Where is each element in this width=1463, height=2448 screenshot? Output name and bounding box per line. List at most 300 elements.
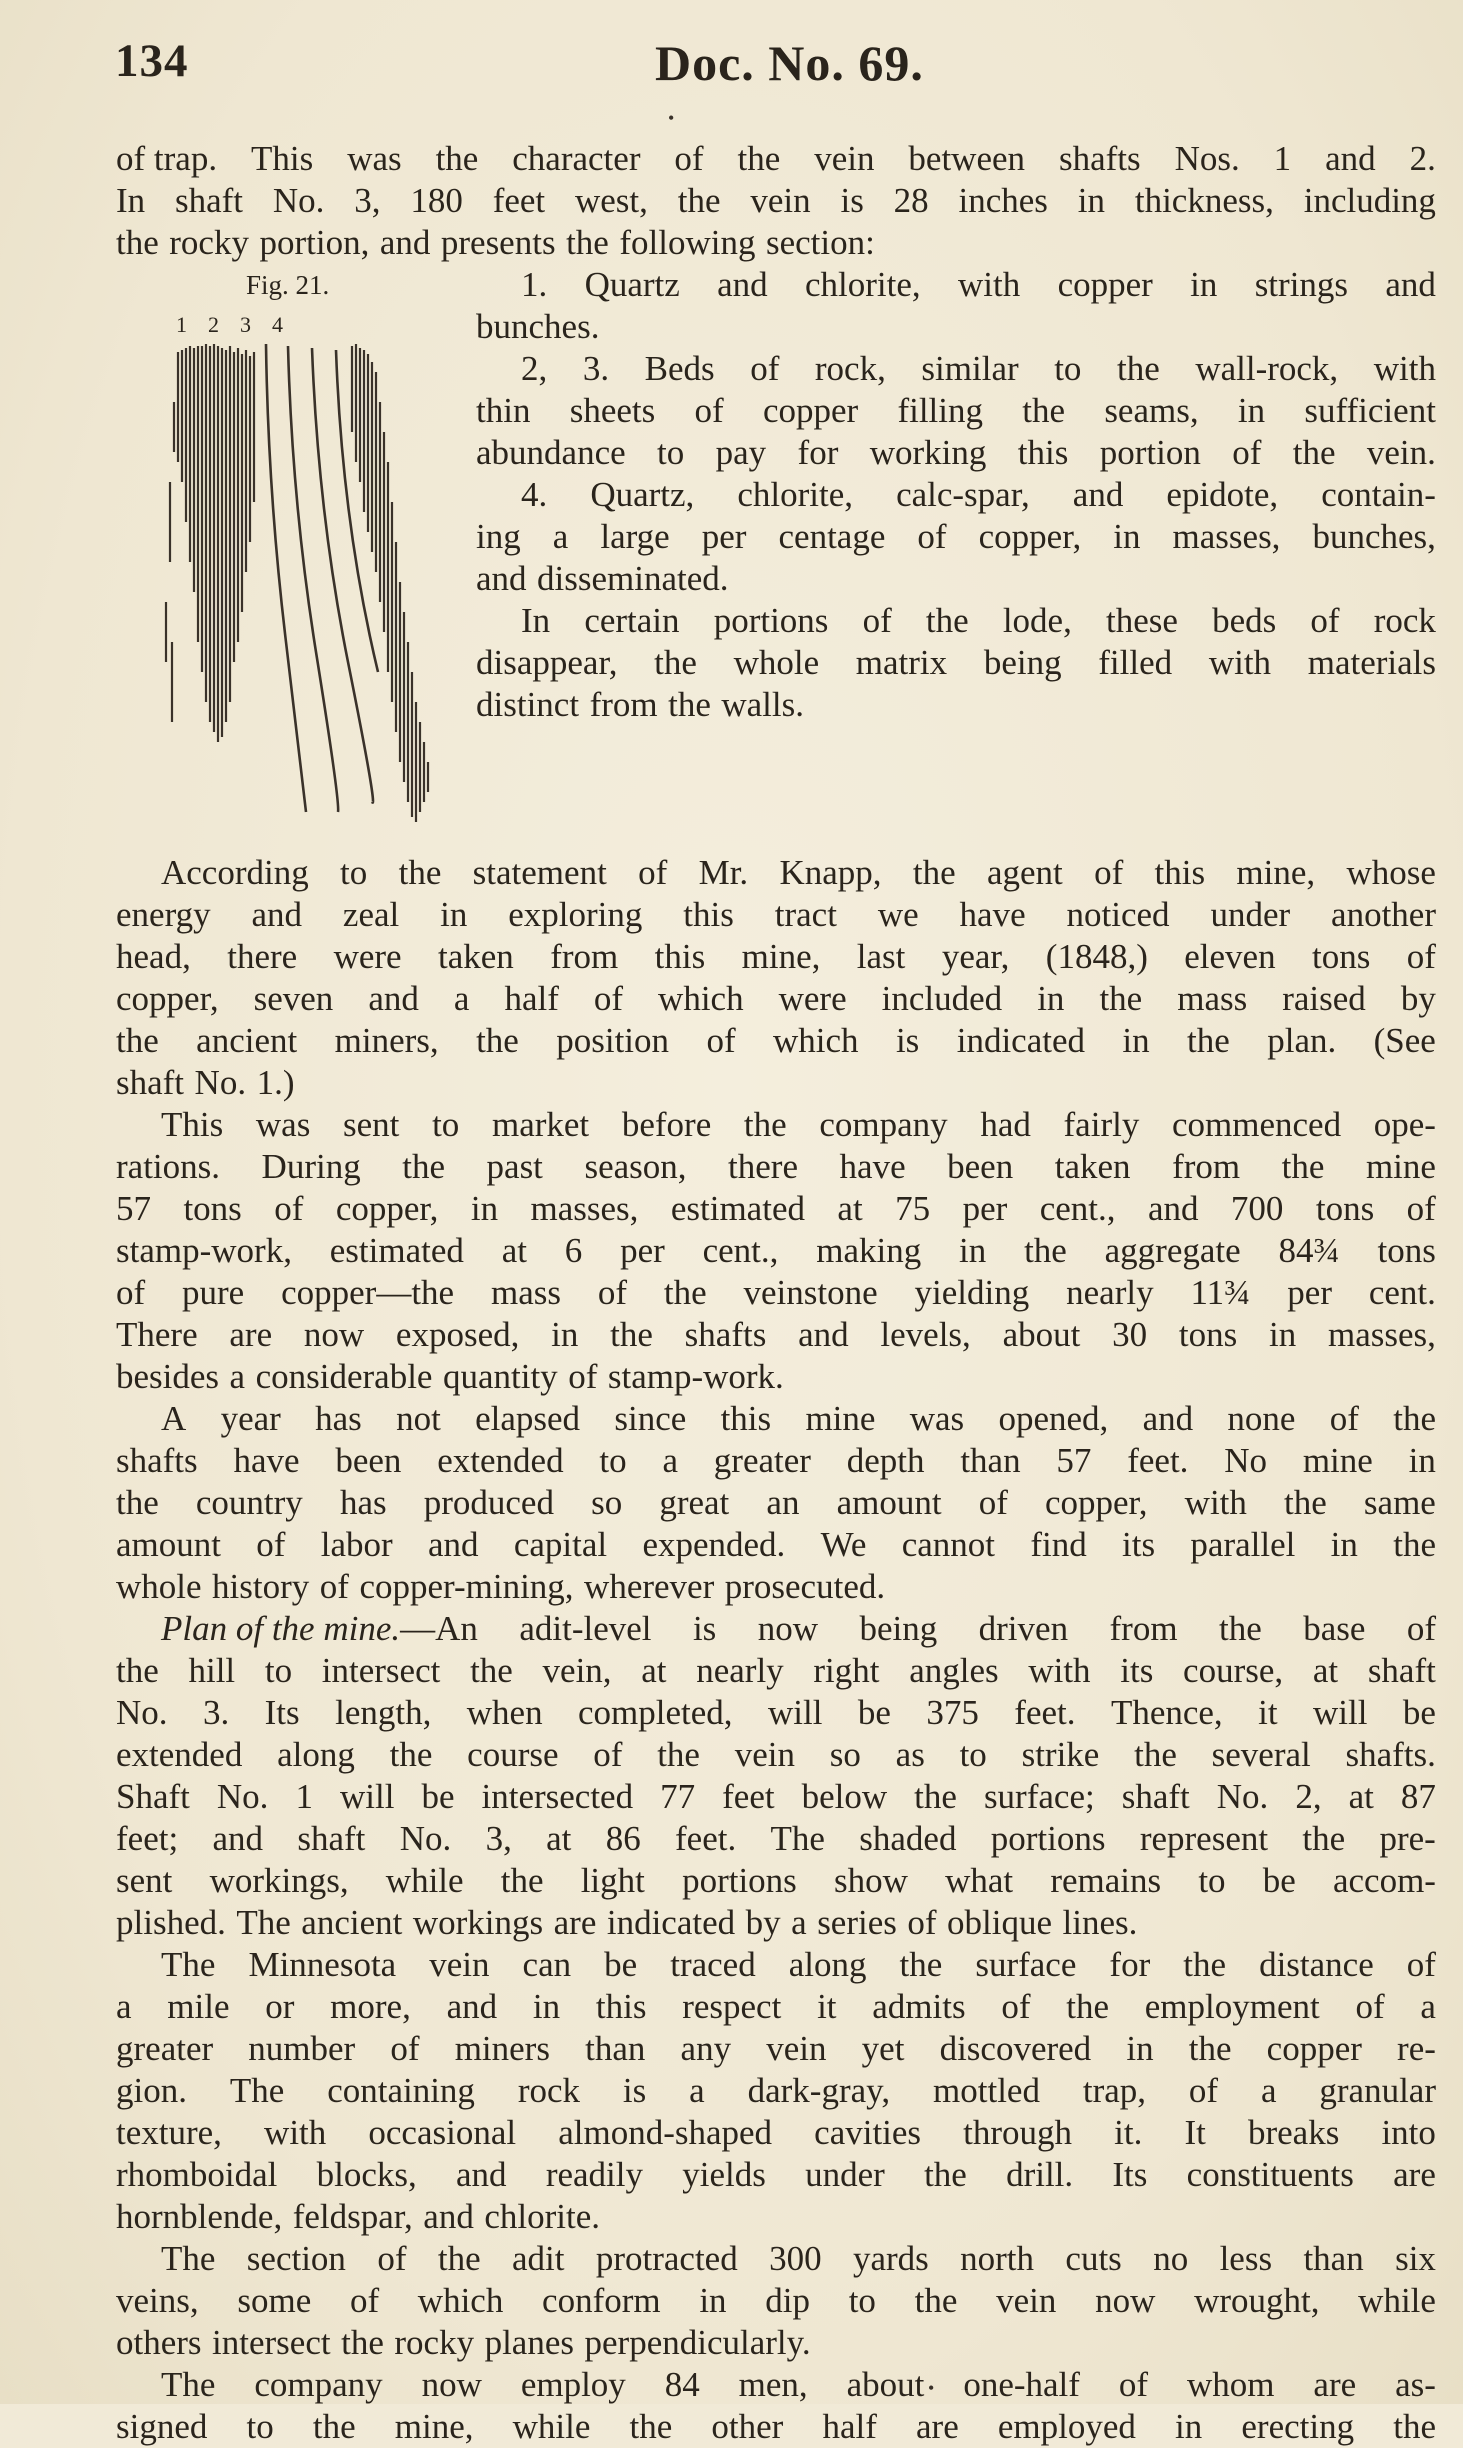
word: been bbox=[335, 1441, 402, 1480]
text-line bbox=[116, 1650, 1436, 1692]
word: copper, bbox=[335, 1189, 439, 1228]
word: vein bbox=[814, 139, 875, 178]
word: the bbox=[470, 1651, 513, 1690]
word: shaft bbox=[1367, 1651, 1436, 1690]
word: whole bbox=[116, 1567, 202, 1606]
word: in bbox=[699, 2281, 727, 2320]
text-line bbox=[476, 264, 1436, 306]
word: of bbox=[116, 1273, 146, 1312]
word: the bbox=[663, 1273, 707, 1312]
word: along bbox=[277, 1735, 355, 1774]
figure-21 bbox=[116, 264, 476, 852]
word: the bbox=[116, 1651, 159, 1690]
word: (1848,) bbox=[1045, 937, 1148, 976]
word: the bbox=[566, 223, 609, 262]
word: per bbox=[1287, 1273, 1332, 1312]
left-wall-hatching bbox=[166, 344, 254, 742]
word: We bbox=[820, 1525, 867, 1564]
word: vein bbox=[429, 1945, 490, 1984]
word: 1 bbox=[1273, 139, 1292, 178]
word: 3. bbox=[582, 349, 610, 388]
word: mass bbox=[1177, 979, 1248, 1018]
word: other bbox=[711, 2407, 784, 2446]
word: the bbox=[116, 1021, 159, 1060]
word: in bbox=[440, 895, 468, 934]
word: conform bbox=[542, 2281, 661, 2320]
word: with bbox=[1208, 643, 1272, 682]
word: below bbox=[801, 1777, 888, 1816]
word: the bbox=[610, 1315, 653, 1354]
word: There bbox=[116, 1315, 198, 1354]
word: pay bbox=[715, 433, 767, 472]
word: presents bbox=[440, 223, 556, 262]
word: rock bbox=[1373, 601, 1436, 640]
word: a bbox=[552, 517, 569, 556]
word: re- bbox=[1397, 2029, 1436, 2068]
word: The bbox=[161, 1945, 216, 1984]
word: the bbox=[1187, 1021, 1230, 1060]
word: of bbox=[377, 2239, 407, 2278]
word: which bbox=[417, 2281, 504, 2320]
word: in bbox=[532, 1987, 561, 2026]
word: the bbox=[925, 601, 969, 640]
text-line bbox=[116, 1440, 1436, 1482]
word: an bbox=[766, 1483, 800, 1522]
word: are bbox=[229, 1315, 273, 1354]
word: rhomboidal bbox=[116, 2155, 278, 2194]
word: 57 bbox=[116, 1189, 151, 1228]
body-text bbox=[116, 138, 1436, 2448]
word: men, bbox=[738, 2365, 808, 2404]
word: plan. bbox=[1267, 1021, 1337, 1060]
text-line bbox=[116, 1104, 1436, 1146]
word: and bbox=[1385, 265, 1436, 304]
word: estimated bbox=[670, 1189, 805, 1228]
text-line bbox=[116, 1944, 1436, 1986]
word: rations. bbox=[116, 1147, 221, 1186]
word: has bbox=[315, 1399, 362, 1438]
word: drill. bbox=[1006, 2155, 1074, 2194]
word: agent bbox=[986, 853, 1063, 892]
word: making bbox=[816, 1231, 922, 1270]
word: exploring bbox=[508, 895, 643, 934]
word: Minnesota bbox=[248, 1945, 397, 1984]
word: of bbox=[706, 1021, 736, 1060]
word: 1.) bbox=[256, 1063, 295, 1102]
word: which bbox=[773, 1021, 859, 1060]
figure-caption-text bbox=[476, 264, 1436, 852]
word: included bbox=[881, 979, 1003, 1018]
word: the bbox=[677, 181, 721, 220]
word: was bbox=[909, 1399, 965, 1438]
word: and bbox=[1072, 475, 1124, 514]
word: surface; bbox=[983, 1777, 1095, 1816]
word: feldspar, bbox=[292, 2197, 413, 2236]
word: with bbox=[1373, 349, 1436, 388]
word: have bbox=[959, 895, 1026, 934]
word: levels, bbox=[880, 1315, 971, 1354]
text-line bbox=[476, 306, 1436, 348]
word: under bbox=[1210, 895, 1291, 934]
word: feet. bbox=[1127, 1441, 1189, 1480]
word: since bbox=[614, 1399, 687, 1438]
word: shaft bbox=[297, 1819, 366, 1858]
word: the bbox=[116, 223, 159, 262]
word: than bbox=[585, 2029, 646, 2068]
word: shafts bbox=[116, 1441, 198, 1480]
word: masses, bbox=[1172, 517, 1281, 556]
word: pre- bbox=[1379, 1819, 1436, 1858]
word: a bbox=[453, 979, 470, 1018]
word: portion bbox=[1099, 433, 1201, 472]
word: copper, bbox=[116, 979, 219, 1018]
text-line bbox=[116, 1020, 1436, 1062]
word: from bbox=[589, 685, 658, 724]
word: half bbox=[822, 2407, 877, 2446]
word: its bbox=[1122, 1525, 1156, 1564]
word: the bbox=[1281, 1147, 1325, 1186]
word: it bbox=[817, 1987, 837, 2026]
word: year bbox=[220, 1399, 281, 1438]
word: signed bbox=[116, 2407, 208, 2446]
word: the bbox=[1393, 2407, 1436, 2446]
word: per bbox=[620, 1231, 665, 1270]
word: and bbox=[1142, 1399, 1194, 1438]
word: past bbox=[486, 1147, 543, 1186]
word: nearly bbox=[696, 1651, 784, 1690]
word: copper-mining, bbox=[359, 1567, 574, 1606]
word: shafts. bbox=[1345, 1735, 1436, 1774]
word: exposed, bbox=[395, 1315, 520, 1354]
word: planes bbox=[484, 2323, 574, 2362]
word: will bbox=[1313, 1693, 1368, 1732]
word: miners bbox=[454, 2029, 550, 2068]
word: (See bbox=[1373, 1021, 1436, 1060]
word: considerable bbox=[255, 1357, 433, 1396]
word: it bbox=[1258, 1693, 1278, 1732]
word: than bbox=[960, 1441, 1021, 1480]
word: to bbox=[264, 1651, 293, 1690]
word: along bbox=[788, 1945, 867, 1984]
word: at bbox=[837, 1189, 863, 1228]
word: as- bbox=[1395, 2365, 1436, 2404]
word: readily bbox=[545, 2155, 643, 2194]
text-line bbox=[116, 1272, 1436, 1314]
text-line bbox=[116, 1986, 1436, 2028]
word: of bbox=[694, 391, 724, 430]
word: at bbox=[1312, 1651, 1339, 1690]
word: containing bbox=[327, 2071, 475, 2110]
word: than bbox=[1303, 2239, 1364, 2278]
word: No. bbox=[194, 1063, 247, 1102]
word: of trap. bbox=[116, 139, 218, 178]
text-line bbox=[116, 1902, 1436, 1944]
word: there bbox=[728, 1147, 798, 1186]
text-line bbox=[116, 1566, 1436, 1608]
word: was bbox=[255, 1105, 311, 1144]
word: at bbox=[641, 1651, 667, 1690]
word: mine bbox=[1302, 1441, 1373, 1480]
word: 2, bbox=[521, 349, 548, 388]
word: there bbox=[227, 937, 298, 976]
text-line bbox=[116, 1482, 1436, 1524]
word: between bbox=[908, 139, 1026, 178]
figure-bed-numbers bbox=[176, 304, 284, 346]
text-line bbox=[116, 2280, 1436, 2322]
word: and bbox=[379, 223, 431, 262]
word: angles bbox=[909, 1651, 999, 1690]
word: sufficient bbox=[1304, 391, 1436, 430]
word: portions bbox=[682, 1861, 797, 1900]
word: mine, bbox=[741, 937, 821, 976]
word: which bbox=[658, 979, 744, 1018]
word: under bbox=[805, 2155, 885, 2194]
word: dip bbox=[765, 2281, 810, 2320]
word: beds bbox=[1212, 601, 1277, 640]
print-speck: • bbox=[668, 108, 675, 128]
word: about bbox=[1002, 1315, 1081, 1354]
text-line bbox=[116, 2196, 1436, 2238]
word: wherever bbox=[584, 1567, 715, 1606]
word: a bbox=[116, 1987, 132, 2026]
word: we bbox=[877, 895, 919, 934]
word: with bbox=[1184, 1483, 1247, 1522]
word: vein bbox=[750, 181, 811, 220]
word: it. bbox=[1114, 2113, 1143, 2152]
word: to bbox=[246, 2407, 274, 2446]
word: through bbox=[963, 2113, 1073, 2152]
word: from bbox=[1109, 1609, 1178, 1648]
right-wall-hatching bbox=[352, 344, 428, 822]
word: During bbox=[261, 1147, 361, 1186]
word: disseminated. bbox=[537, 559, 729, 598]
word: discovered bbox=[939, 2029, 1092, 2068]
word: No. bbox=[272, 181, 325, 220]
word: vein bbox=[996, 2281, 1057, 2320]
word: the bbox=[1066, 1987, 1110, 2026]
word: whose bbox=[1346, 853, 1436, 892]
word: at bbox=[1348, 1777, 1374, 1816]
word: none bbox=[1227, 1399, 1296, 1438]
text-line bbox=[116, 1356, 1436, 1398]
word: mass bbox=[490, 1273, 561, 1312]
word: and bbox=[1147, 1189, 1199, 1228]
word: 700 bbox=[1230, 1189, 1284, 1228]
text-line bbox=[116, 936, 1436, 978]
word: the bbox=[657, 1735, 700, 1774]
word: sheets bbox=[569, 391, 656, 430]
word: with bbox=[1028, 1651, 1091, 1690]
word: cent., bbox=[1039, 1189, 1116, 1228]
word: perpendicularly. bbox=[584, 2323, 811, 2362]
word: country bbox=[195, 1483, 303, 1522]
text-line bbox=[116, 1734, 1436, 1776]
word: admits bbox=[872, 1987, 966, 2026]
word: mine, bbox=[394, 2407, 474, 2446]
word: what bbox=[945, 1861, 1014, 1900]
word: the bbox=[914, 2281, 958, 2320]
word: course bbox=[467, 1735, 559, 1774]
word: labor bbox=[320, 1525, 393, 1564]
word: stamp-work, bbox=[116, 1231, 292, 1270]
word: filled bbox=[1098, 643, 1173, 682]
word: The bbox=[161, 2365, 216, 2404]
word: a bbox=[791, 1903, 807, 1942]
word: chlorite, bbox=[737, 475, 854, 514]
word: and bbox=[476, 559, 527, 598]
word: the bbox=[116, 1483, 159, 1522]
word: for bbox=[1109, 1945, 1151, 1984]
word: 180 bbox=[410, 181, 463, 220]
word: will bbox=[339, 1777, 395, 1816]
word: The bbox=[770, 1819, 825, 1858]
word: chlorite, bbox=[805, 265, 921, 304]
word: the bbox=[1188, 2029, 1232, 2068]
word: yielding bbox=[914, 1273, 1030, 1312]
word: of bbox=[390, 2029, 420, 2068]
word: seams, bbox=[1104, 391, 1199, 430]
text-line bbox=[116, 1776, 1436, 1818]
word: ancient bbox=[196, 1021, 298, 1060]
word: to bbox=[848, 2281, 876, 2320]
word: remains bbox=[1050, 1861, 1162, 1900]
word: these bbox=[1105, 601, 1178, 640]
word: in bbox=[1268, 1315, 1297, 1354]
page-header bbox=[115, 34, 1435, 94]
text-line bbox=[116, 2406, 1436, 2448]
word: is bbox=[692, 1609, 717, 1648]
figure-label: Fig. 21. bbox=[246, 270, 330, 300]
word: can bbox=[522, 1945, 572, 1984]
word: thin bbox=[476, 391, 531, 430]
word: the bbox=[743, 1105, 787, 1144]
word: 375 bbox=[926, 1693, 979, 1732]
word: 75 bbox=[895, 1189, 931, 1228]
word: tons bbox=[1178, 1315, 1238, 1354]
word: pure bbox=[182, 1273, 245, 1312]
text-line bbox=[116, 978, 1436, 1020]
word: in bbox=[1175, 2407, 1203, 2446]
word: feet bbox=[722, 1777, 775, 1816]
word: depth bbox=[846, 1441, 925, 1480]
word: stamp-work. bbox=[607, 1357, 784, 1396]
word: been bbox=[947, 1147, 1014, 1186]
word: a bbox=[1260, 2071, 1277, 2110]
word: rock bbox=[517, 2071, 581, 2110]
word: not bbox=[396, 1399, 441, 1438]
word: are bbox=[1393, 2155, 1436, 2194]
word: to bbox=[1054, 349, 1082, 388]
text-line bbox=[476, 600, 1436, 642]
word: energy bbox=[116, 895, 211, 934]
word: the bbox=[914, 1777, 957, 1816]
word: ancient bbox=[301, 1903, 403, 1942]
word: so bbox=[591, 1483, 623, 1522]
word: less bbox=[1219, 2239, 1273, 2278]
text-line bbox=[116, 2364, 1436, 2406]
word: of bbox=[256, 1525, 286, 1564]
word: rock, bbox=[814, 349, 886, 388]
word: 86 bbox=[605, 1819, 641, 1858]
text-line bbox=[116, 222, 1436, 264]
word: west, bbox=[575, 181, 648, 220]
word: as bbox=[895, 1735, 925, 1774]
word: the bbox=[1024, 1231, 1067, 1270]
word: shafts bbox=[1058, 139, 1141, 178]
word: According bbox=[161, 853, 309, 892]
word: of bbox=[674, 139, 704, 178]
word: in bbox=[1408, 1441, 1436, 1480]
word: this bbox=[595, 1987, 647, 2026]
word: No. bbox=[216, 1777, 269, 1816]
word: show bbox=[834, 1861, 908, 1900]
word: the bbox=[737, 139, 781, 178]
word: completed, bbox=[578, 1693, 733, 1732]
word: and bbox=[456, 2155, 507, 2194]
word: employed bbox=[997, 2407, 1136, 2446]
word: the bbox=[476, 1021, 519, 1060]
word: No bbox=[1224, 1441, 1268, 1480]
word: while bbox=[385, 1861, 464, 1900]
figure-block bbox=[116, 264, 1436, 852]
word: similar bbox=[921, 349, 1019, 388]
word: this bbox=[683, 895, 734, 934]
word: greater bbox=[116, 2029, 214, 2068]
word: is bbox=[622, 2071, 647, 2110]
word: lines. bbox=[1062, 1903, 1138, 1942]
word: 3, bbox=[354, 181, 381, 220]
word: a bbox=[1420, 1987, 1436, 2026]
word: of bbox=[1406, 1189, 1436, 1228]
word: noticed bbox=[1066, 895, 1170, 934]
word: The bbox=[229, 2071, 285, 2110]
word: the bbox=[899, 1945, 943, 1984]
word: shafts bbox=[684, 1315, 767, 1354]
word: taken bbox=[1054, 1147, 1131, 1186]
word: epidote, bbox=[1166, 475, 1279, 514]
word: including bbox=[1303, 181, 1436, 220]
word: same bbox=[1363, 1483, 1436, 1522]
word: masses, bbox=[1327, 1315, 1436, 1354]
word: working bbox=[869, 433, 987, 472]
intro-lines bbox=[116, 138, 1436, 264]
word: indicated bbox=[606, 1903, 736, 1942]
word: opened, bbox=[998, 1399, 1109, 1438]
word: rocky bbox=[394, 2323, 475, 2362]
word: vein bbox=[766, 2029, 827, 2068]
word: feet. bbox=[1014, 1693, 1076, 1732]
word: the bbox=[654, 643, 697, 682]
word: is bbox=[840, 181, 864, 220]
word: in bbox=[1077, 181, 1106, 220]
word: by bbox=[745, 1903, 781, 1942]
word: workings, bbox=[209, 1861, 349, 1900]
text-line bbox=[116, 2112, 1436, 2154]
word: centage bbox=[778, 517, 886, 556]
word: 28 bbox=[893, 181, 929, 220]
word: wrought, bbox=[1194, 2281, 1320, 2320]
word: mine, bbox=[1236, 853, 1316, 892]
word: of bbox=[1001, 1987, 1031, 2026]
word: In bbox=[116, 181, 146, 220]
word: surface bbox=[975, 1945, 1077, 1984]
text-line bbox=[116, 138, 1436, 180]
word: in bbox=[1037, 979, 1065, 1018]
word: or bbox=[265, 1987, 295, 2026]
word: head, bbox=[116, 937, 191, 976]
word: of bbox=[1406, 1945, 1436, 1984]
word: from bbox=[1172, 1147, 1241, 1186]
